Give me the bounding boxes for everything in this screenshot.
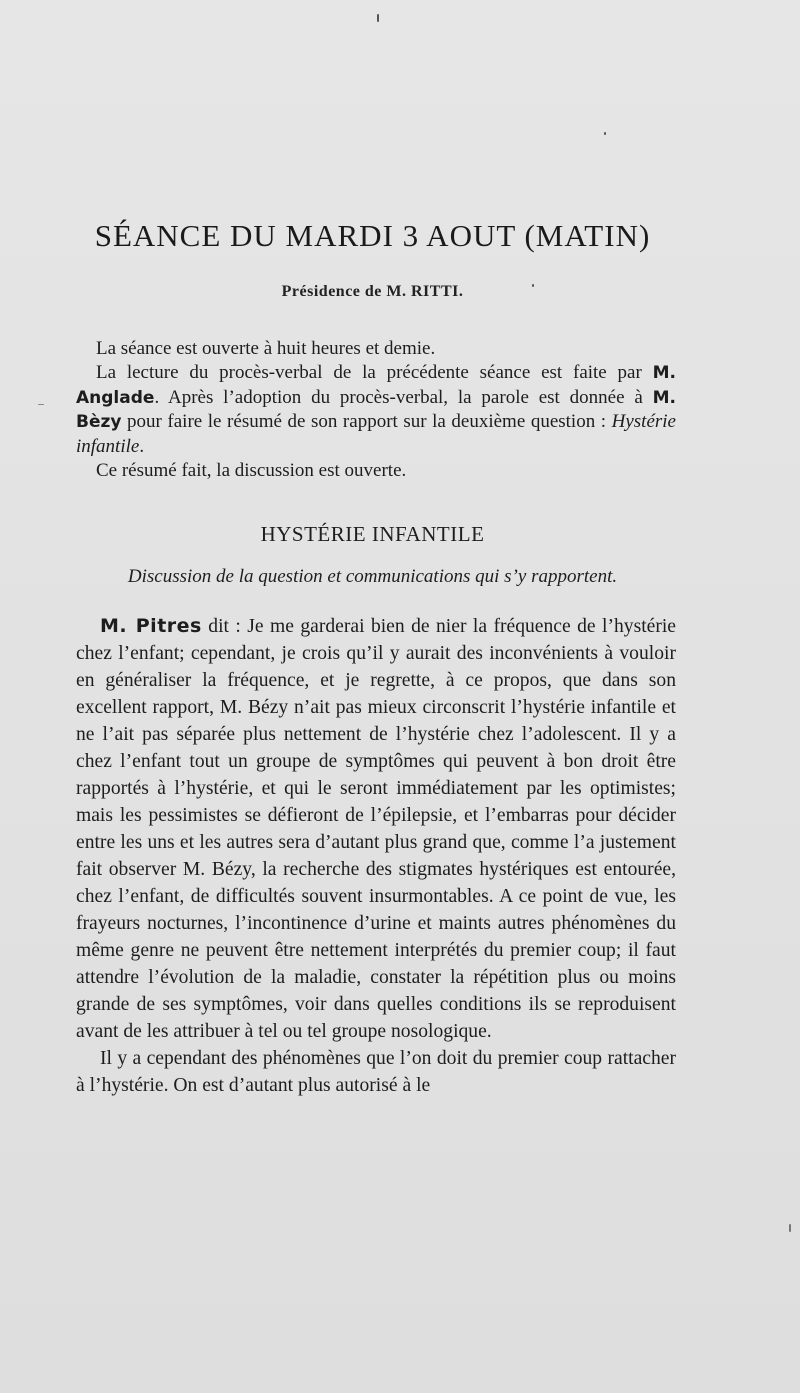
name-bezy: M. Bèzy <box>76 387 676 433</box>
intro-text-minutes-b: . Après l’adoption du procès-verbal, la parole est donnée à <box>154 386 653 408</box>
name-anglade: M. Anglade <box>76 362 676 408</box>
scan-speck <box>789 1224 791 1232</box>
intro-section <box>76 337 676 483</box>
speaker-pitres: M. Pitres <box>100 615 202 637</box>
discussion-body <box>76 613 676 1099</box>
body-text-continuation: Il y a cependant des phénomènes que l’on doit du premier coup rattacher à l’hystérie. On est d’autant plus autorisé à le <box>76 1048 676 1096</box>
session-title: SÉANCE DU MARDI 3 AOUT (MATIN) <box>94 218 651 253</box>
section-title: HYSTÉRIE INFANTILE <box>260 522 485 546</box>
intro-text-discussion: Ce résumé fait, la discussion est ouverte. <box>96 459 407 481</box>
intro-paragraph-opening <box>76 337 676 361</box>
presidency-line: Présidence de M. RITTI. <box>281 283 464 300</box>
scan-speck <box>38 404 44 405</box>
intro-text-minutes-c: pour faire le résumé de son rapport sur la deuxième question : <box>121 411 612 433</box>
intro-text-minutes-d: . <box>139 436 145 458</box>
scan-speck <box>604 132 606 135</box>
body-paragraph-pitres <box>76 613 676 1045</box>
scan-speck <box>377 14 379 22</box>
body-text-pitres: dit : Je me garderai bien de nier la fréquence de l’hystérie chez l’enfant; cependant, je crois qu’il y aurait des inconvénients à vouloir en généraliser la fréquence, et je regrette, à ce propos, que dans son excellent rapport, M. Bézy n’ait pas mieux circonscrit l’hystérie infantile et ne l’ait pas séparée plus nettement de l’hystérie chez l’adolescent. Il y a chez l’enfant tout un groupe de symptômes qui peuvent à bon droit être rapportés à l’hystérie, et qui le seront immédiatement par les optimistes; mais les pessimistes se défieront de l’épilepsie, et l’embarras pour décider entre les uns et les autres sera d’autant plus grand que, comme l’a justement fait observer M. Bézy, la recherche des stigmates hystériques est entourée, chez l’enfant, de difficultés souvent insurmontables. A ce point de vue, les frayeurs nocturnes, l’incontinence d’urine et maints autres phénomènes du même genre ne peuvent être nettement interprétés du premier coup; il faut attendre l’évolution de la maladie, constater la répétition plus ou moins grande de ses symptômes, voir dans quelles conditions ils se reproduisent avant de les attribuer à tel ou tel groupe nosologique. <box>76 616 677 1042</box>
section-subtitle: Discussion de la question et communications qui s’y rapportent. <box>127 566 618 587</box>
scan-speck <box>532 284 534 287</box>
topic-hysterie-infantile: Hystérie infantile <box>76 411 676 458</box>
intro-text-opening: La séance est ouverte à huit heures et demie. <box>96 338 436 359</box>
intro-text-minutes-a: La lecture du procès-verbal de la précédente séance est faite par <box>96 361 653 383</box>
intro-paragraph-minutes <box>76 361 676 459</box>
body-paragraph-continuation <box>76 1045 676 1099</box>
intro-paragraph-discussion <box>76 459 676 483</box>
